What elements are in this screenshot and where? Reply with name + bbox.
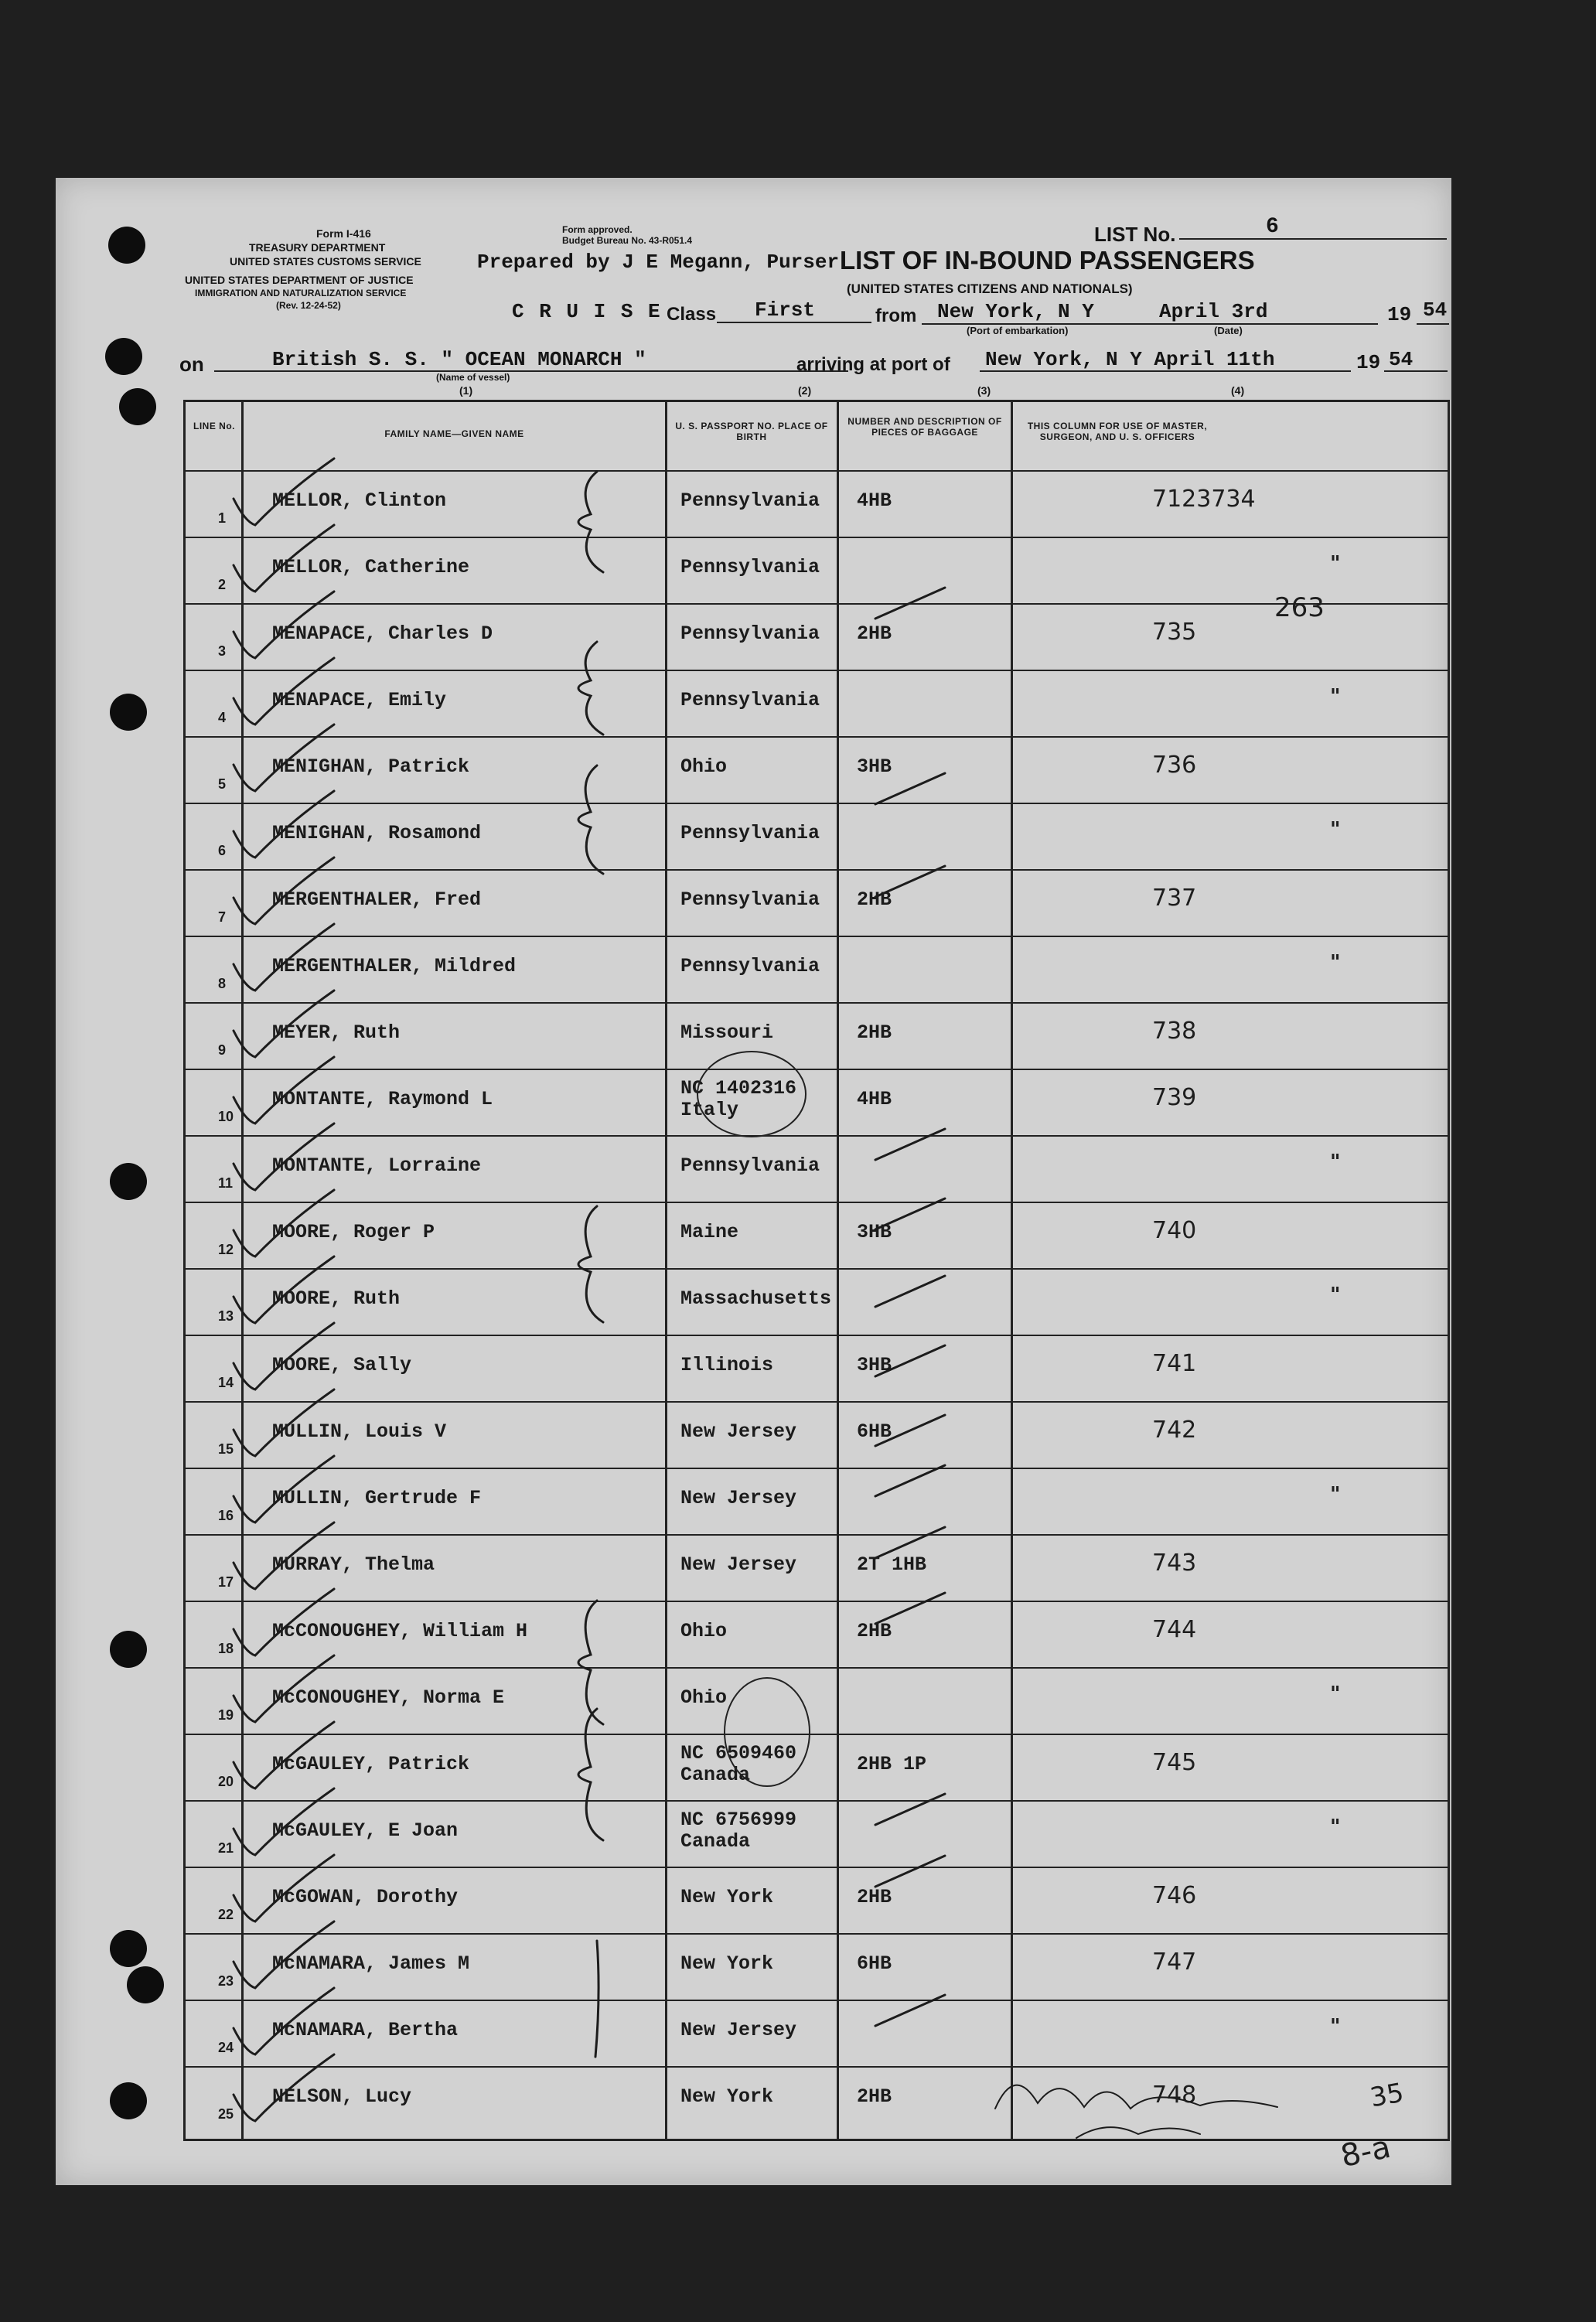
officer-number: 7123734 bbox=[1152, 486, 1256, 513]
checkmark bbox=[234, 924, 334, 991]
baggage-description: 3HB bbox=[857, 1354, 892, 1376]
line-number: 24 bbox=[218, 2040, 234, 2055]
passenger-name: MENAPACE, Emily bbox=[272, 689, 447, 711]
checkmark bbox=[234, 1589, 334, 1655]
passenger-name: McGAULEY, Patrick bbox=[272, 1753, 470, 1775]
vessel-caption: (Name of vessel) bbox=[436, 372, 510, 383]
baggage-description: 6HB bbox=[857, 1420, 892, 1443]
checkmark bbox=[234, 459, 334, 525]
column-header-name: FAMILY NAME—GIVEN NAME bbox=[384, 428, 524, 439]
pen-marks-layer bbox=[56, 178, 1451, 2185]
ditto-mark: " bbox=[1330, 1483, 1341, 1506]
ditto-mark: " bbox=[1330, 1683, 1341, 1706]
strike-mark bbox=[875, 1276, 945, 1307]
baggage-description: 2T 1HB bbox=[857, 1553, 927, 1576]
checkmark bbox=[234, 858, 334, 924]
line-number: 12 bbox=[218, 1242, 234, 1257]
line-number: 19 bbox=[218, 1707, 234, 1723]
column-number-1: (1) bbox=[459, 384, 473, 397]
birth-place: New Jersey bbox=[680, 1553, 797, 1576]
document-page bbox=[56, 178, 1451, 2185]
line-number: 25 bbox=[218, 2106, 234, 2122]
birth-place: Pennsylvania bbox=[680, 622, 820, 645]
class-value: First bbox=[755, 298, 816, 322]
line-number: 4 bbox=[218, 710, 227, 725]
passenger-name: MEYER, Ruth bbox=[272, 1021, 401, 1044]
line-number: 1 bbox=[218, 510, 227, 526]
column-header-baggage: NUMBER AND DESCRIPTION OF PIECES OF BAGGAGE bbox=[847, 416, 1002, 438]
officer-number: 747 bbox=[1152, 1949, 1197, 1976]
year-suffix: 54 bbox=[1423, 298, 1448, 322]
strike-mark bbox=[875, 1129, 945, 1160]
passenger-name: McGOWAN, Dorothy bbox=[272, 1886, 459, 1908]
bracket-mark bbox=[578, 472, 603, 572]
birth-place: New York bbox=[680, 2085, 774, 2108]
treasury-dept: TREASURY DEPARTMENT bbox=[249, 241, 386, 254]
passenger-name: MERGENTHALER, Fred bbox=[272, 888, 482, 911]
line-number: 9 bbox=[218, 1042, 227, 1058]
strike-mark bbox=[875, 1345, 945, 1376]
officer-number: 746 bbox=[1152, 1882, 1197, 1909]
passport-number: NC 6756999 bbox=[680, 1809, 797, 1831]
birth-place: Pennsylvania bbox=[680, 1154, 820, 1177]
line-number: 16 bbox=[218, 1508, 234, 1523]
birth-place: Pennsylvania bbox=[680, 489, 820, 512]
passenger-name: McCONOUGHEY, Norma E bbox=[272, 1686, 505, 1709]
birth-place: Pennsylvania bbox=[680, 689, 820, 711]
line-number: 2 bbox=[218, 577, 227, 592]
list-number: 6 bbox=[1266, 215, 1279, 239]
line-number: 7 bbox=[218, 909, 227, 925]
officer-number: 744 bbox=[1152, 1616, 1197, 1643]
from-label: from bbox=[875, 305, 917, 326]
arriving-value: New York, N Y April 11th bbox=[985, 348, 1275, 371]
birth-place: Massachusetts bbox=[680, 1287, 832, 1310]
passenger-name: MONTANTE, Raymond L bbox=[272, 1088, 493, 1110]
birth-place: Canada bbox=[680, 1830, 751, 1853]
budget-bureau: Budget Bureau No. 43-R051.4 bbox=[562, 235, 693, 246]
column-number-2: (2) bbox=[798, 384, 812, 397]
baggage-description: 2HB bbox=[857, 2085, 892, 2108]
passenger-name: MERGENTHALER, Mildred bbox=[272, 955, 517, 977]
checkmark bbox=[234, 1855, 334, 1921]
baggage-description: 4HB bbox=[857, 1088, 892, 1110]
column-header-officers: THIS COLUMN FOR USE OF MASTER, SURGEON, AND U. S. OFFICERS bbox=[1027, 421, 1208, 442]
line-number: 10 bbox=[218, 1109, 234, 1124]
officer-number: 740 bbox=[1152, 1217, 1197, 1244]
birth-place: Pennsylvania bbox=[680, 822, 820, 844]
baggage-description: 3HB bbox=[857, 755, 892, 778]
baggage-description: 2HB bbox=[857, 622, 892, 645]
birth-place: Illinois bbox=[680, 1354, 774, 1376]
arrival-year-prefix: 19 bbox=[1356, 351, 1381, 374]
handwritten-8a: 8-a bbox=[1337, 2129, 1394, 2175]
passenger-name: McCONOUGHEY, William H bbox=[272, 1620, 528, 1642]
birth-place: Ohio bbox=[680, 1620, 728, 1642]
handwritten-35: 35 bbox=[1367, 2077, 1407, 2114]
line-number: 13 bbox=[218, 1308, 234, 1324]
circle-mark bbox=[697, 1052, 806, 1137]
list-subtitle: (UNITED STATES CITIZENS AND NATIONALS) bbox=[847, 281, 1133, 296]
officer-number: 738 bbox=[1152, 1018, 1197, 1045]
line-number: 3 bbox=[218, 643, 227, 659]
checkmark bbox=[234, 1722, 334, 1788]
birth-place: New Jersey bbox=[680, 2019, 797, 2041]
ditto-mark: " bbox=[1330, 1816, 1341, 1839]
customs-service: UNITED STATES CUSTOMS SERVICE bbox=[230, 255, 421, 268]
checkmark bbox=[234, 1389, 334, 1456]
strike-mark bbox=[875, 1465, 945, 1496]
baggage-description: 4HB bbox=[857, 489, 892, 512]
immigration-service: IMMIGRATION AND NATURALIZATION SERVICE bbox=[195, 288, 407, 298]
birth-place: Maine bbox=[680, 1221, 739, 1243]
birth-place: Ohio bbox=[680, 755, 728, 778]
arriving-label: arriving at port of bbox=[796, 354, 950, 375]
date-value: April 3rd bbox=[1159, 300, 1268, 323]
passenger-name: MELLOR, Clinton bbox=[272, 489, 447, 512]
strike-mark bbox=[875, 1856, 945, 1887]
checkmark bbox=[234, 658, 334, 725]
on-label: on bbox=[179, 353, 204, 376]
vessel-name: British S. S. " OCEAN MONARCH " bbox=[272, 348, 646, 371]
passenger-name: MOORE, Sally bbox=[272, 1354, 412, 1376]
column-number-4: (4) bbox=[1231, 384, 1245, 397]
birth-place: New York bbox=[680, 1952, 774, 1975]
line-number: 6 bbox=[218, 843, 227, 858]
bracket-mark bbox=[578, 1206, 603, 1322]
baggage-description: 6HB bbox=[857, 1952, 892, 1975]
list-number-label: LIST No. bbox=[1094, 223, 1176, 246]
passport-number: NC 6509460 bbox=[680, 1742, 797, 1765]
justice-dept: UNITED STATES DEPARTMENT OF JUSTICE bbox=[185, 274, 414, 286]
checkmark bbox=[234, 1123, 334, 1190]
line-number: 23 bbox=[218, 1973, 234, 1989]
checkmark bbox=[234, 1988, 334, 2054]
checkmark bbox=[234, 525, 334, 592]
checkmark bbox=[234, 1921, 334, 1988]
form-number: Form I-416 bbox=[316, 227, 371, 240]
checkmark bbox=[234, 1190, 334, 1256]
checkmark bbox=[234, 1256, 334, 1323]
ditto-mark: " bbox=[1330, 685, 1341, 708]
ditto-mark: " bbox=[1330, 552, 1341, 575]
passenger-name: McGAULEY, E Joan bbox=[272, 1819, 459, 1842]
officer-number: 735 bbox=[1152, 619, 1197, 646]
checkmark bbox=[234, 1323, 334, 1389]
officer-number: 736 bbox=[1152, 752, 1197, 779]
cruise-label: C R U I S E bbox=[512, 300, 662, 323]
officer-number: 745 bbox=[1152, 1749, 1197, 1776]
strike-mark bbox=[875, 773, 945, 804]
birth-place: Pennsylvania bbox=[680, 888, 820, 911]
passenger-name: MURRAY, Thelma bbox=[272, 1553, 435, 1576]
checkmark bbox=[234, 1456, 334, 1522]
ditto-mark: " bbox=[1330, 951, 1341, 974]
passenger-name: MONTANTE, Lorraine bbox=[272, 1154, 482, 1177]
signature bbox=[995, 2085, 1277, 2109]
list-title: LIST OF IN-BOUND PASSENGERS bbox=[840, 246, 1255, 274]
officer-number: 741 bbox=[1152, 1350, 1197, 1377]
birth-place: Pennsylvania bbox=[680, 955, 820, 977]
from-caption: (Port of embarkation) bbox=[967, 325, 1069, 336]
line-number: 22 bbox=[218, 1907, 234, 1922]
strike-mark bbox=[875, 588, 945, 619]
baggage-description: 2HB bbox=[857, 888, 892, 911]
ditto-mark: " bbox=[1330, 2015, 1341, 2038]
birth-place: Ohio bbox=[680, 1686, 728, 1709]
passenger-name: MOORE, Roger P bbox=[272, 1221, 435, 1243]
strike-mark bbox=[875, 1527, 945, 1558]
line-number: 21 bbox=[218, 1840, 234, 1856]
officer-number: 743 bbox=[1152, 1550, 1197, 1577]
checkmark bbox=[234, 1522, 334, 1589]
officer-number: 737 bbox=[1152, 885, 1197, 912]
officer-number: 748 bbox=[1152, 2082, 1197, 2109]
checkmark bbox=[234, 1655, 334, 1722]
signature bbox=[1076, 2127, 1200, 2138]
officer-number: 739 bbox=[1152, 1084, 1197, 1111]
checkmark bbox=[234, 991, 334, 1057]
strike-mark bbox=[875, 866, 945, 897]
strike-mark bbox=[875, 1199, 945, 1229]
checkmark bbox=[234, 1057, 334, 1123]
date-caption: (Date) bbox=[1214, 325, 1243, 336]
checkmark bbox=[234, 1788, 334, 1855]
birth-place: New York bbox=[680, 1886, 774, 1908]
line-number: 11 bbox=[218, 1175, 234, 1191]
passenger-name: MENIGHAN, Patrick bbox=[272, 755, 470, 778]
bracket-mark bbox=[595, 1941, 598, 2057]
bracket-mark bbox=[578, 765, 603, 874]
revision-date: (Rev. 12-24-52) bbox=[276, 300, 341, 311]
birth-place: New Jersey bbox=[680, 1487, 797, 1509]
passenger-name: MOORE, Ruth bbox=[272, 1287, 401, 1310]
class-label: Class bbox=[667, 304, 717, 325]
ditto-mark: " bbox=[1330, 1151, 1341, 1174]
column-number-3: (3) bbox=[977, 384, 991, 397]
baggage-description: 2HB bbox=[857, 1620, 892, 1642]
year-prefix: 19 bbox=[1387, 303, 1412, 326]
ditto-mark: " bbox=[1330, 818, 1341, 841]
ditto-mark: " bbox=[1330, 1284, 1341, 1307]
passenger-name: McNAMARA, James M bbox=[272, 1952, 470, 1975]
circle-mark bbox=[725, 1678, 810, 1786]
birth-place: Pennsylvania bbox=[680, 556, 820, 578]
arrival-year-suffix: 54 bbox=[1389, 348, 1414, 371]
passenger-name: McNAMARA, Bertha bbox=[272, 2019, 459, 2041]
strike-mark bbox=[875, 1995, 945, 2026]
line-number: 14 bbox=[218, 1375, 234, 1390]
passenger-name: MELLOR, Catherine bbox=[272, 556, 470, 578]
strike-mark bbox=[875, 1593, 945, 1624]
birth-place: Canada bbox=[680, 1764, 751, 1786]
handwritten-263: 263 bbox=[1274, 592, 1325, 623]
passenger-name: MENAPACE, Charles D bbox=[272, 622, 493, 645]
baggage-description: 2HB 1P bbox=[857, 1753, 927, 1775]
from-value: New York, N Y bbox=[937, 300, 1094, 323]
line-number: 8 bbox=[218, 976, 227, 991]
baggage-description: 2HB bbox=[857, 1886, 892, 1908]
line-number: 17 bbox=[218, 1574, 234, 1590]
checkmark bbox=[234, 2054, 334, 2121]
checkmark bbox=[234, 725, 334, 791]
form-approved: Form approved. bbox=[562, 224, 633, 235]
line-number: 5 bbox=[218, 776, 227, 792]
line-number: 18 bbox=[218, 1641, 234, 1656]
prepared-by: Prepared by J E Megann, Purser bbox=[477, 251, 840, 274]
passenger-name: MULLIN, Louis V bbox=[272, 1420, 447, 1443]
birth-place: Italy bbox=[680, 1099, 739, 1121]
baggage-description: 2HB bbox=[857, 1021, 892, 1044]
strike-mark bbox=[875, 1415, 945, 1446]
birth-place: Missouri bbox=[680, 1021, 774, 1044]
passenger-name: MENIGHAN, Rosamond bbox=[272, 822, 482, 844]
bracket-mark bbox=[578, 642, 603, 735]
column-header-passport: U. S. PASSPORT NO. PLACE OF BIRTH bbox=[675, 421, 828, 442]
officer-number: 742 bbox=[1152, 1417, 1197, 1444]
birth-place: New Jersey bbox=[680, 1420, 797, 1443]
line-number: 20 bbox=[218, 1774, 234, 1789]
strike-mark bbox=[875, 1794, 945, 1825]
baggage-description: 3HB bbox=[857, 1221, 892, 1243]
passenger-name: NELSON, Lucy bbox=[272, 2085, 412, 2108]
line-number: 15 bbox=[218, 1441, 234, 1457]
passenger-name: MULLIN, Gertrude F bbox=[272, 1487, 482, 1509]
passport-number: NC 1402316 bbox=[680, 1077, 797, 1100]
bracket-mark bbox=[578, 1709, 603, 1840]
column-header-line-no: LINE No. bbox=[193, 421, 235, 431]
bracket-mark bbox=[578, 1601, 603, 1724]
checkmark bbox=[234, 592, 334, 658]
checkmark bbox=[234, 791, 334, 858]
